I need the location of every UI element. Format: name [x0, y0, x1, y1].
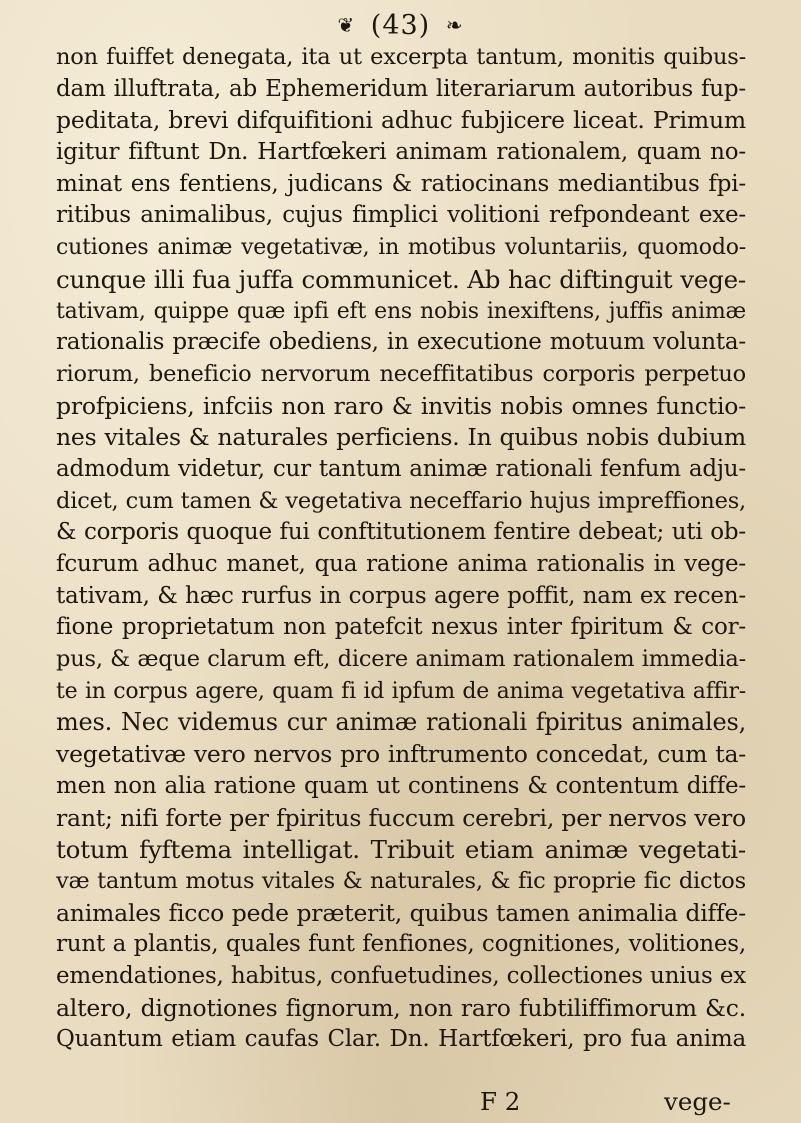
page-footer	[0, 1086, 801, 1118]
signature-mark: F 2	[480, 1087, 521, 1116]
text-line: nes vitales & naturales perficiens. In quibus nobis dubium	[56, 423, 746, 452]
text-line: pus, & æque clarum eft, dicere animam rationalem immedia-	[56, 646, 746, 673]
text-line: te in corpus agere, quam fi id ipfum de anima vegetativa affir-	[56, 678, 746, 704]
text-line: mes. Nec videmus cur animæ rationali fpiritus animales,	[56, 708, 746, 737]
text-line: rant; nifi forte per fpiritus fuccum cerebri, per nervos vero	[56, 803, 746, 832]
page-header	[0, 8, 801, 43]
page-number: (43)	[370, 10, 431, 41]
text-line: admodum videtur, cur tantum animæ rationali fenfum adju-	[56, 455, 746, 482]
text-line: totum fyftema intelligat. Tribuit etiam animæ vegetati-	[56, 835, 746, 865]
text-line: animales ficco pede præterit, quibus tamen animalia diffe-	[56, 898, 746, 927]
text-line: tativam, & hæc rurfus in corpus agere poffit, nam ex recen-	[56, 582, 746, 609]
text-line: igitur fiftunt Dn. Hartfœkeri animam rationalem, quam no-	[56, 139, 746, 166]
body-text	[56, 42, 746, 1056]
text-line: emendationes, habitus, confuetudines, collectiones unius ex	[56, 962, 746, 989]
text-line: non fuiffet denegata, ita ut excerpta tantum, monitis quibus-	[56, 44, 746, 70]
text-line: runt a plantis, quales funt fenfiones, cognitiones, volitiones,	[56, 931, 746, 958]
text-line: riorum, beneficio nervorum neceffitatibus corporis perpetuo	[56, 360, 746, 387]
text-line: altero, dignotiones fignorum, non raro fubtiliffimorum &c.	[56, 993, 746, 1022]
text-line: tativam, quippe quæ ipfi eft ens nobis inexiftens, juffis animæ	[56, 298, 746, 324]
text-line: Quantum etiam caufas Clar. Dn. Hartfœkeri, pro fua anima	[56, 1026, 746, 1053]
text-line: & corporis quoque fui conftitutionem fentire debeat; uti ob-	[56, 519, 746, 546]
text-line: ritibus animalibus, cujus fimplici volitioni refpondeant exe-	[56, 202, 746, 229]
text-line: peditata, brevi difquifitioni adhuc fubjicere liceat. Primum	[56, 106, 746, 135]
text-line: cutiones animæ vegetativæ, in motibus voluntariis, quomodo-	[56, 235, 746, 261]
text-line: men non alia ratione quam ut continens & contentum diffe-	[56, 772, 746, 799]
text-line: minat ens fentiens, judicans & ratiocinans mediantibus fpi-	[56, 170, 746, 197]
text-line: rationalis præcife obediens, in executione motuum volunta-	[56, 329, 746, 356]
text-line: væ tantum motus vitales & naturales, & fic proprie fic dictos	[56, 867, 746, 894]
text-line: dam illuftrata, ab Ephemeridum literariarum autoribus fup-	[56, 75, 746, 102]
left-ornament-icon: ❦	[337, 13, 356, 37]
text-line: cunque illi fua juffa communicet. Ab hac diftinguit vege-	[56, 264, 746, 294]
right-ornament-icon: ❧	[445, 13, 464, 37]
catchword: vege-	[664, 1087, 731, 1116]
text-line: fcurum adhuc manet, qua ratione anima rationalis in vege-	[56, 551, 746, 577]
text-line: dicet, cum tamen & vegetativa neceffario hujus impreffiones,	[56, 487, 746, 514]
text-line: vegetativæ vero nervos pro inftrumento concedat, cum ta-	[56, 740, 746, 769]
text-line: profpiciens, infciis non raro & invitis nobis omnes functio-	[56, 391, 746, 420]
text-line: fione proprietatum non patefcit nexus inter fpiritum & cor-	[56, 614, 746, 641]
